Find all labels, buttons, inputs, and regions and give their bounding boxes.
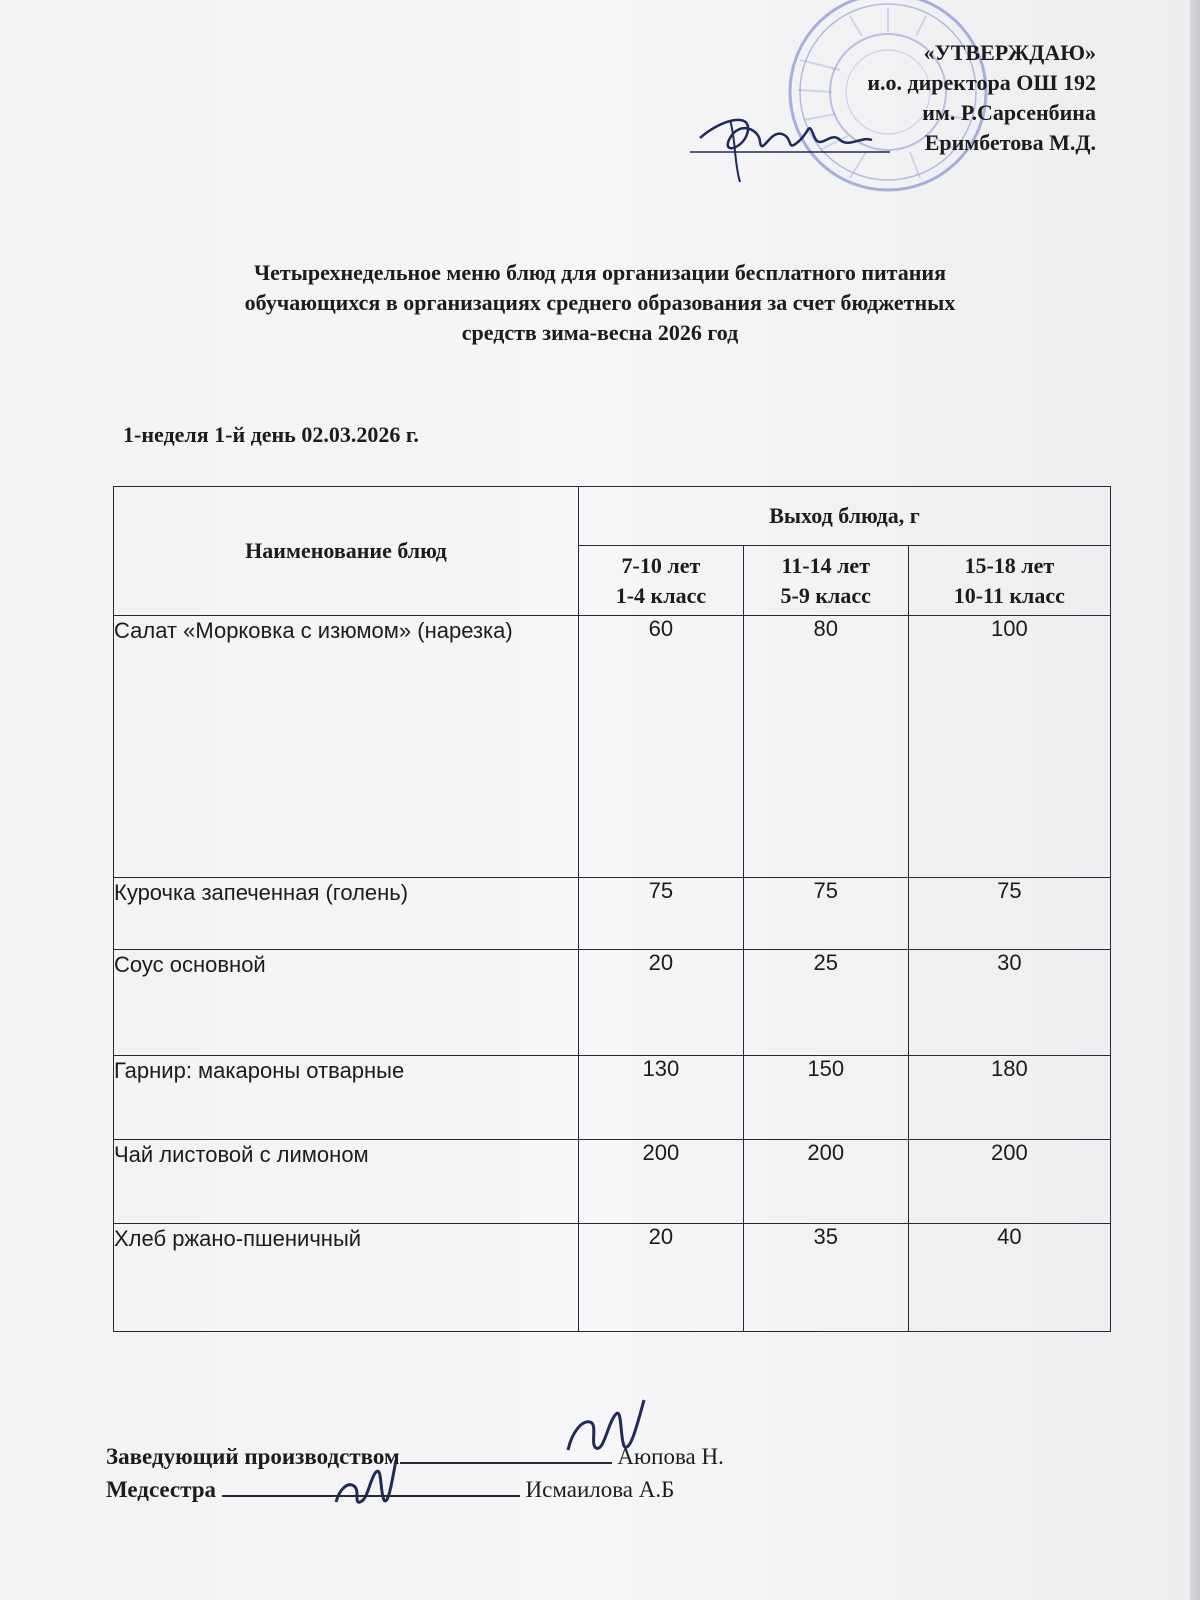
day-label: 1-неделя 1-й день 02.03.2026 г. <box>123 422 419 447</box>
yield-value: 20 <box>579 1224 744 1332</box>
dish-name: Соус основной <box>114 950 579 1056</box>
dish-name: Гарнир: макароны отварные <box>114 1056 579 1140</box>
yield-value: 75 <box>579 878 744 950</box>
production-role: Заведующий производством <box>106 1444 400 1469</box>
yield-value: 200 <box>908 1140 1110 1224</box>
nurse-signature-line <box>106 1473 724 1506</box>
nurse-name: Исмаилова А.Б <box>525 1477 675 1502</box>
page-edge <box>1190 0 1200 1600</box>
yield-value: 130 <box>579 1056 744 1140</box>
approval-heading: «УТВЕРЖДАЮ» <box>923 40 1096 65</box>
yield-value: 25 <box>743 950 908 1056</box>
table-row <box>114 616 1111 878</box>
document-title <box>100 258 1100 348</box>
grade-range: 10-11 класс <box>953 582 1065 608</box>
table-row <box>114 878 1111 950</box>
approval-school: им. Р.Сарсенбина <box>922 100 1096 125</box>
yield-value: 150 <box>743 1056 908 1140</box>
dish-name: Чай листовой с лимоном <box>114 1140 579 1224</box>
signature-block <box>106 1440 724 1506</box>
title-line-1: Четырехнедельное меню блюд для организации бесплатного питания <box>253 260 946 285</box>
dish-name: Салат «Морковка с изюмом» (нарезка) <box>114 616 579 878</box>
approval-name: Еримбетова М.Д. <box>924 130 1096 155</box>
title-line-2: обучающихся в организациях среднего образования за счет бюджетных <box>244 290 956 315</box>
signature-underline <box>400 1440 612 1464</box>
approval-block <box>867 38 1096 158</box>
yield-value: 75 <box>743 878 908 950</box>
age-group-header <box>743 546 908 616</box>
yield-value: 180 <box>908 1056 1110 1140</box>
age-range: 11-14 лет <box>781 552 870 578</box>
grade-range: 1-4 класс <box>615 582 707 608</box>
yield-value: 60 <box>579 616 744 878</box>
yield-value: 75 <box>908 878 1110 950</box>
director-signature <box>690 90 890 190</box>
title-line-3: средств зима-весна 2026 год <box>461 320 739 345</box>
production-name: Аюпова Н. <box>617 1444 724 1469</box>
yield-value: 80 <box>743 616 908 878</box>
age-group-header <box>908 546 1110 616</box>
yield-header: Выход блюда, г <box>579 487 1111 546</box>
table-row <box>114 1056 1111 1140</box>
grade-range: 5-9 класс <box>780 582 871 608</box>
age-group-header <box>579 546 744 616</box>
yield-value: 200 <box>579 1140 744 1224</box>
menu-table <box>113 486 1111 1332</box>
signature-underline <box>222 1473 520 1497</box>
table-row <box>114 950 1111 1056</box>
yield-value: 40 <box>908 1224 1110 1332</box>
nurse-role: Медсестра <box>106 1477 217 1502</box>
dish-name: Курочка запеченная (голень) <box>114 878 579 950</box>
yield-value: 20 <box>579 950 744 1056</box>
dish-name-header: Наименование блюд <box>114 487 579 616</box>
approval-position: и.о. директора ОШ 192 <box>867 70 1096 95</box>
yield-value: 200 <box>743 1140 908 1224</box>
table-row <box>114 1224 1111 1332</box>
yield-value: 35 <box>743 1224 908 1332</box>
production-signature-line <box>106 1440 724 1473</box>
yield-value: 30 <box>908 950 1110 1056</box>
age-range: 7-10 лет <box>621 552 701 578</box>
age-range: 15-18 лет <box>964 552 1055 578</box>
dish-name: Хлеб ржано-пшеничный <box>114 1224 579 1332</box>
table-row <box>114 1140 1111 1224</box>
yield-value: 100 <box>908 616 1110 878</box>
